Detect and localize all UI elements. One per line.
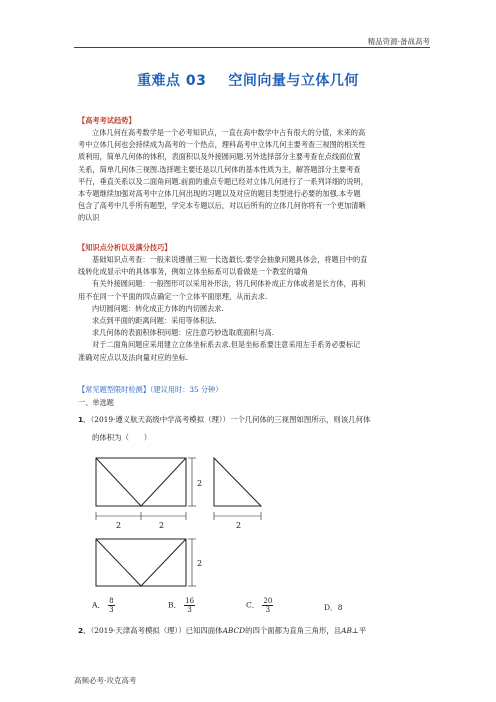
trend-line: 的认识 bbox=[78, 213, 100, 223]
question-2-tail: 平 bbox=[358, 626, 367, 635]
knowledge-line: 基础知识点考查：一般来说遵循三短一长选最长.要学会抽象问题具体会，将题目中的直 bbox=[92, 255, 368, 264]
title-part-2: 空间向量与立体几何 bbox=[228, 73, 359, 89]
knowledge-line: 对于二面角问题应采用建立立体坐标系去求.但是坐标系要注意采用左手系务必要标记 bbox=[92, 340, 361, 350]
trend-line: 立体几何在高考数学是一个必考知识点，一直在高中数学中占有很大的分值，未来的高 bbox=[92, 128, 366, 137]
dim-label-side-width: 2 bbox=[236, 521, 242, 530]
trend-line: 考中立体几何也会持续成为高考的一个热点，理科高考中立体几何主要考查三视图的相关性 bbox=[78, 140, 366, 150]
choice-b[interactable] bbox=[168, 597, 195, 614]
section-practice-heading: 【常见题型限时检测】（建议用时：35 分钟） bbox=[78, 385, 223, 394]
page-header-text: 精品资源·备战高考 bbox=[367, 37, 430, 46]
trend-line: 平行，垂直关系以及二面角问题.前面的重点专题已经对立体几何进行了一系列详细的说明， bbox=[78, 176, 368, 186]
question-1-number: 1． bbox=[78, 415, 91, 424]
front-view bbox=[96, 458, 186, 506]
title-part-1: 重难点 03 bbox=[137, 73, 207, 89]
question-2-line-1 bbox=[78, 625, 366, 636]
question-2-text: （2019·天津高考模拟（理））已知四面体 bbox=[90, 626, 223, 635]
choice-c[interactable] bbox=[246, 597, 273, 614]
page-footer-text: 高频必考·攻克高考 bbox=[74, 676, 137, 685]
choice-d[interactable] bbox=[324, 602, 343, 613]
question-2-math-abcd: ABCD bbox=[222, 626, 246, 635]
trend-line: 关系，简单几何体三视图.选择题主要还是以几何体的基本性质为主，解答题部分主要考查 bbox=[78, 164, 361, 174]
knowledge-line: 求点到平面的距离问题：采用等体积法. bbox=[92, 316, 217, 326]
choice-d-letter: D． bbox=[324, 603, 338, 612]
knowledge-line: 用不在同一个平面的四点确定一个立体平面原理，从而去求. bbox=[78, 291, 268, 301]
choice-a-letter: A． bbox=[92, 600, 106, 610]
dim-label-front-height: 2 bbox=[197, 479, 203, 488]
trend-line: 本专题继续加强对高考中立体几何出现的习题以及对应的题目类型进行必要的加强.本专题 bbox=[78, 189, 361, 199]
question-2-number: 2． bbox=[78, 626, 91, 635]
choice-d-value: 8 bbox=[337, 603, 343, 612]
section-trend-heading: 【高考考试趋势】 bbox=[78, 116, 136, 125]
knowledge-line: 有关外接圆问题：一般图形可以采用补形法，将几何体补成正方体或者是长方体，再利 bbox=[92, 279, 366, 289]
section-knowledge-heading: 【知识点分析以及满分技巧】 bbox=[78, 243, 172, 252]
dim-label-front-right: 2 bbox=[159, 521, 165, 530]
choice-a[interactable] bbox=[92, 597, 115, 614]
question-2-math-ab: AB⊥ bbox=[341, 626, 359, 635]
dim-label-front-left: 2 bbox=[116, 521, 122, 530]
trend-line: 质利用，简单几何体的体积，表面积以及外接圆问题.另外选择部分主要考查在点线面位置 bbox=[78, 152, 361, 162]
choice-c-letter: C． bbox=[246, 600, 260, 610]
trend-line: 包含了高考中几乎所有题型，学完本专题以后，对以后所有的立体几何你将有一个更加清晰 bbox=[78, 201, 366, 211]
choice-b-fraction: $\frac{16}{3}$ bbox=[185, 597, 195, 614]
choice-a-fraction: $\frac{8}{3}$ bbox=[109, 597, 114, 614]
knowledge-line: 准确对应点以及法向量对应的坐标. bbox=[78, 352, 189, 362]
top-view bbox=[96, 539, 186, 586]
question-2-text-cont: 的四个面都为直角三角形，且 bbox=[245, 626, 342, 635]
part-label: 一、单选题 bbox=[78, 398, 114, 407]
knowledge-line: 求几何体的表面积体积问题：应注意巧妙选取底面积与高. bbox=[92, 328, 274, 338]
knowledge-line: 线转化成显示中的具体事务，例如立体坐标系可以看做是一个教室的墙角 bbox=[78, 267, 309, 277]
dim-label-top-height: 2 bbox=[197, 559, 203, 568]
knowledge-line: 内切圆问题：转化成正方体的内切圆去求. bbox=[92, 303, 224, 313]
choice-b-letter: B． bbox=[168, 600, 182, 610]
question-1-text-cont: 的体积为（ ） bbox=[92, 433, 152, 442]
side-view bbox=[214, 458, 261, 506]
question-1-text: （2019·遵义航天高级中学高考模拟（理））一个几何体的三视图如图所示，则该几何体 bbox=[90, 415, 371, 424]
choice-c-fraction: $\frac{20}{3}$ bbox=[263, 597, 273, 614]
